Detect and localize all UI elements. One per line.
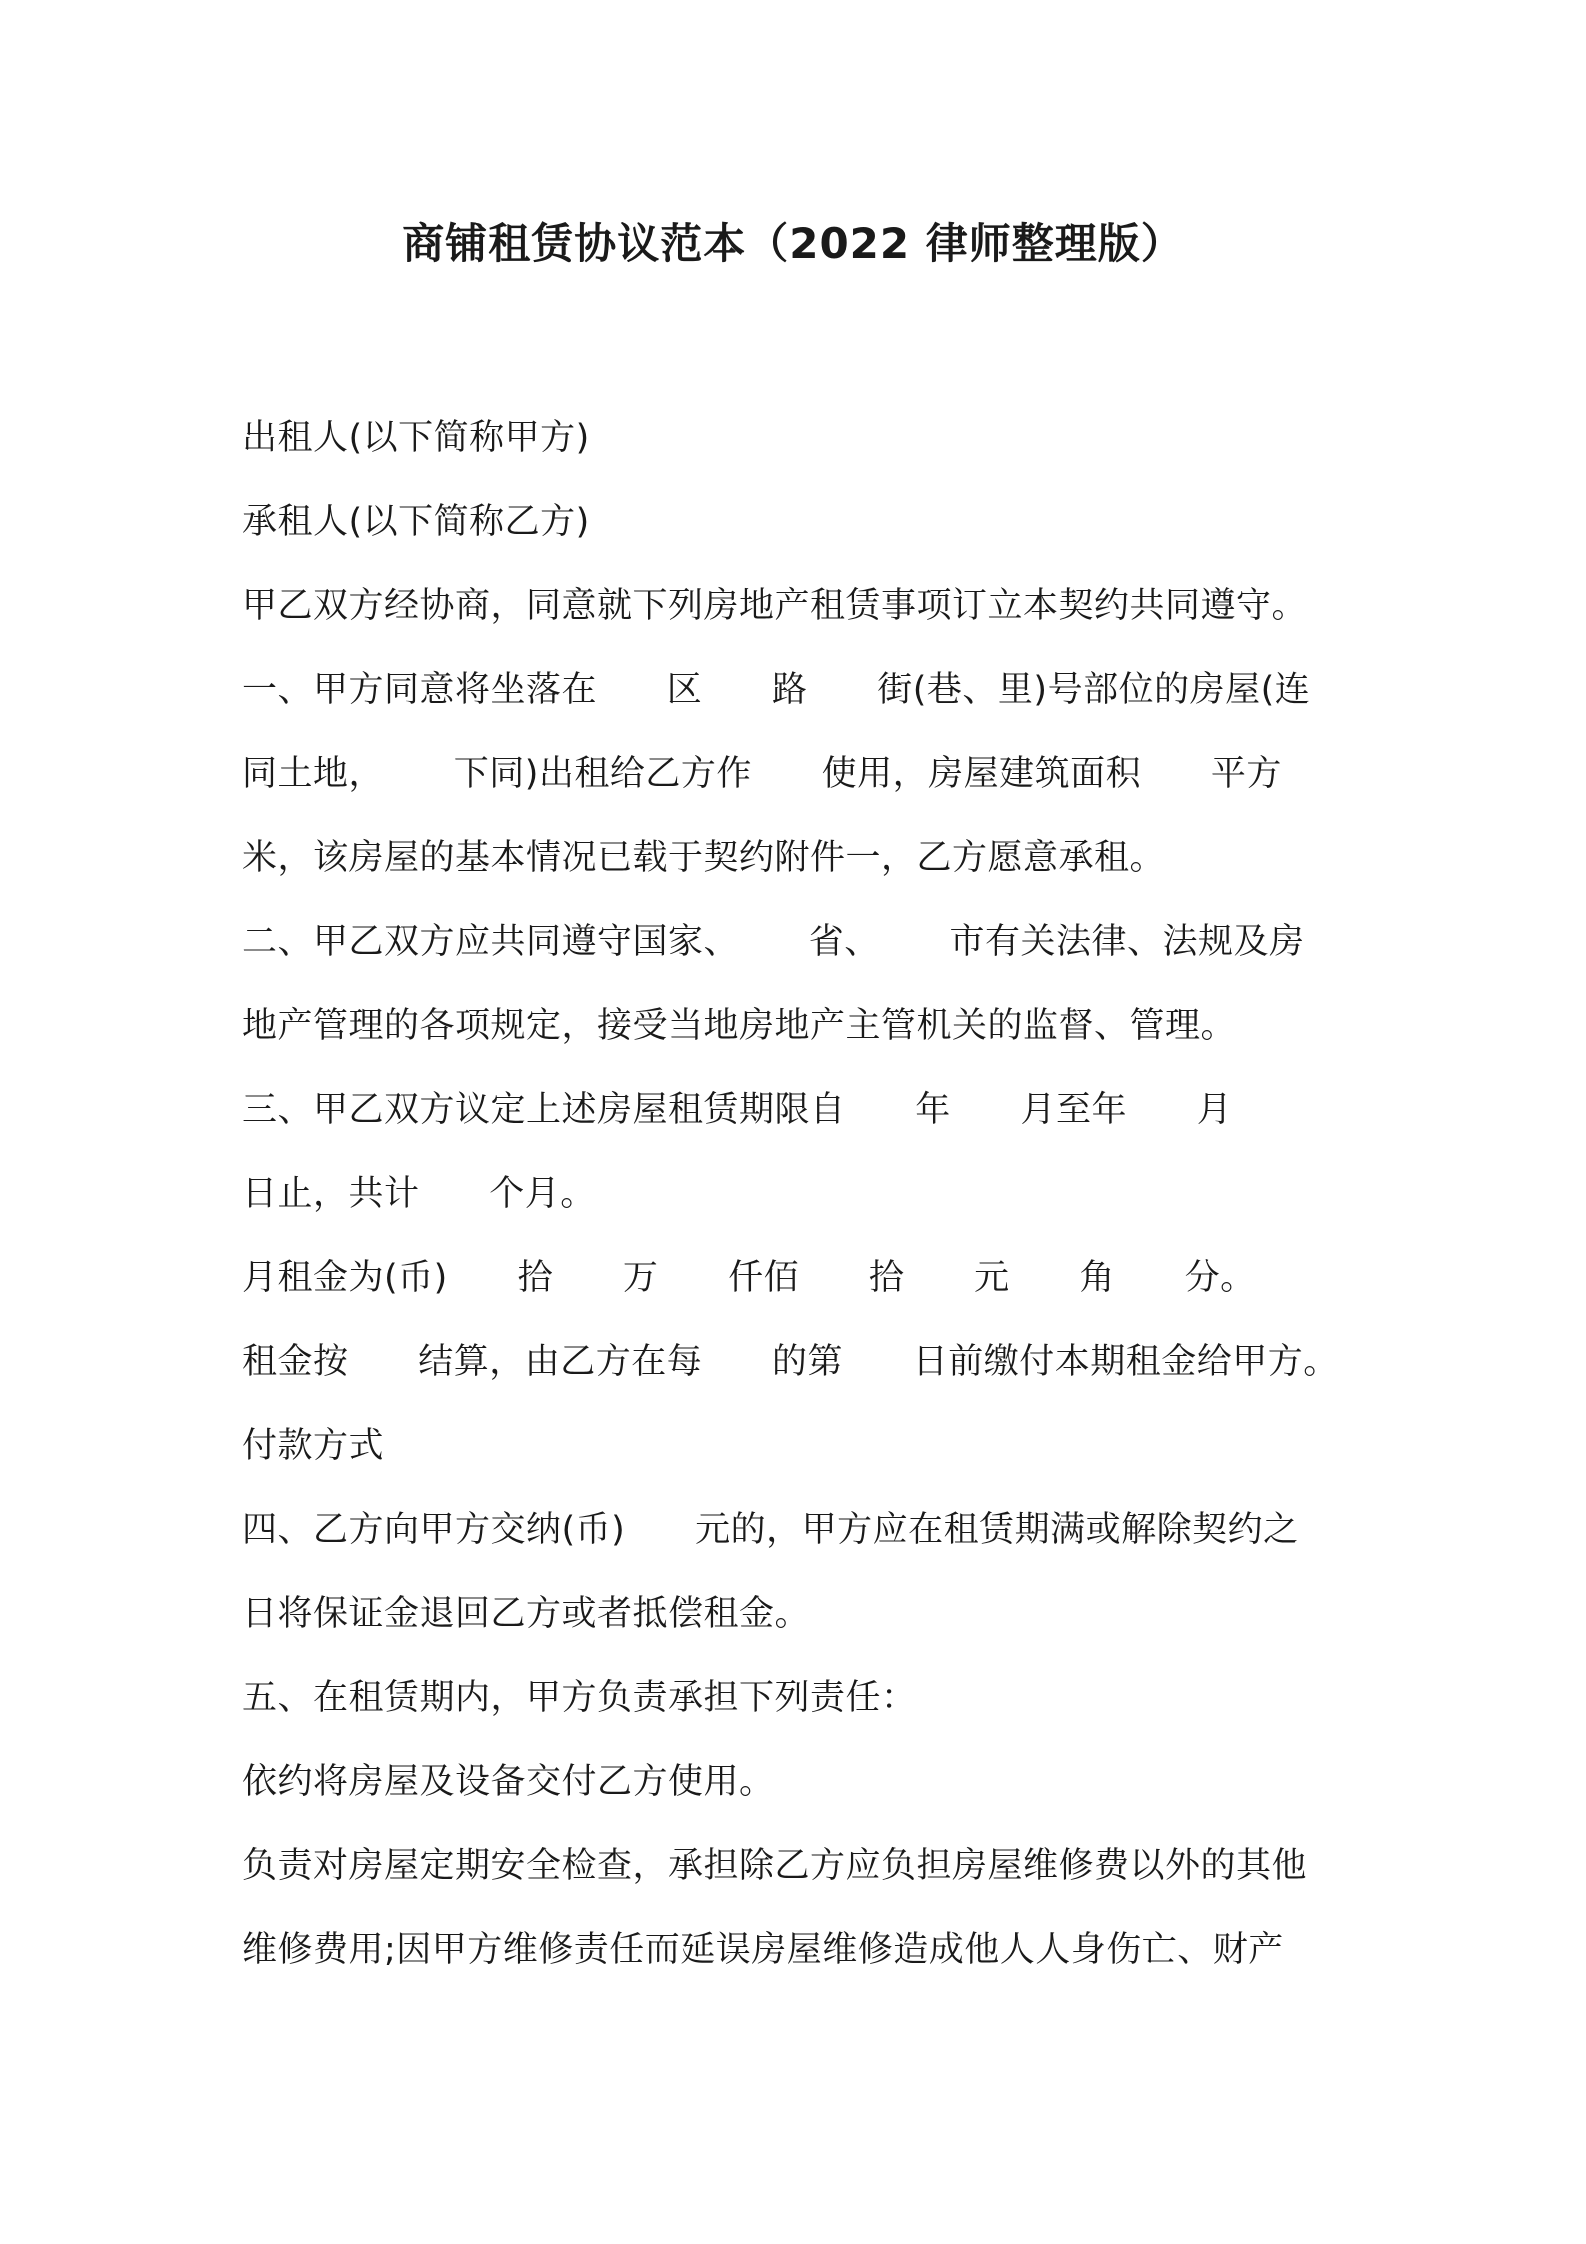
- clause-3-line-2: 日止，共计 个月。: [242, 1174, 596, 1214]
- clause-5-heading: 五、在租赁期内，甲方负责承担下列责任：: [242, 1678, 917, 1718]
- clause-2-line-1: 二、甲乙双方应共同遵守国家、 省、 市有关法律、法规及房: [242, 922, 1305, 962]
- document-title: 商铺租赁协议范本（2022 律师整理版）: [402, 219, 1184, 268]
- preamble-line: 甲乙双方经协商，同意就下列房地产租赁事项订立本契约共同遵守。: [242, 586, 1308, 626]
- clause-4-line-1: 四、乙方向甲方交纳(币) 元的，甲方应在租赁期满或解除契约之: [242, 1510, 1299, 1550]
- monthly-rent-line: 月租金为(币) 拾 万 仟佰 拾 元 角 分。: [242, 1258, 1256, 1298]
- clause-1-line-3: 米，该房屋的基本情况已载于契约附件一，乙方愿意承租。: [242, 838, 1166, 878]
- lessee-line: 承租人(以下简称乙方): [242, 502, 590, 542]
- clause-5-item-2-line-2: 维修费用;因甲方维修责任而延误房屋维修造成他人人身伤亡、财产: [242, 1930, 1284, 1970]
- clause-5-item-1: 依约将房屋及设备交付乙方使用。: [242, 1762, 775, 1802]
- clause-1-line-2: 同土地， 下同)出租给乙方作 使用，房屋建筑面积 平方: [242, 754, 1282, 794]
- clause-4-line-2: 日将保证金退回乙方或者抵偿租金。: [242, 1594, 811, 1634]
- clause-5-item-2-line-1: 负责对房屋定期安全检查，承担除乙方应负担房屋维修费以外的其他: [242, 1846, 1308, 1886]
- clause-1-line-1: 一、甲方同意将坐落在 区 路 街(巷、里)号部位的房屋(连: [242, 670, 1311, 710]
- rent-settlement-line: 租金按 结算，由乙方在每 的第 日前缴付本期租金给甲方。: [242, 1342, 1339, 1382]
- payment-method-line: 付款方式: [242, 1426, 385, 1466]
- clause-3-line-1: 三、甲乙双方议定上述房屋租赁期限自 年 月至年 月: [242, 1090, 1233, 1130]
- lessor-line: 出租人(以下简称甲方): [242, 418, 590, 458]
- clause-2-line-2: 地产管理的各项规定，接受当地房地产主管机关的监督、管理。: [242, 1006, 1237, 1046]
